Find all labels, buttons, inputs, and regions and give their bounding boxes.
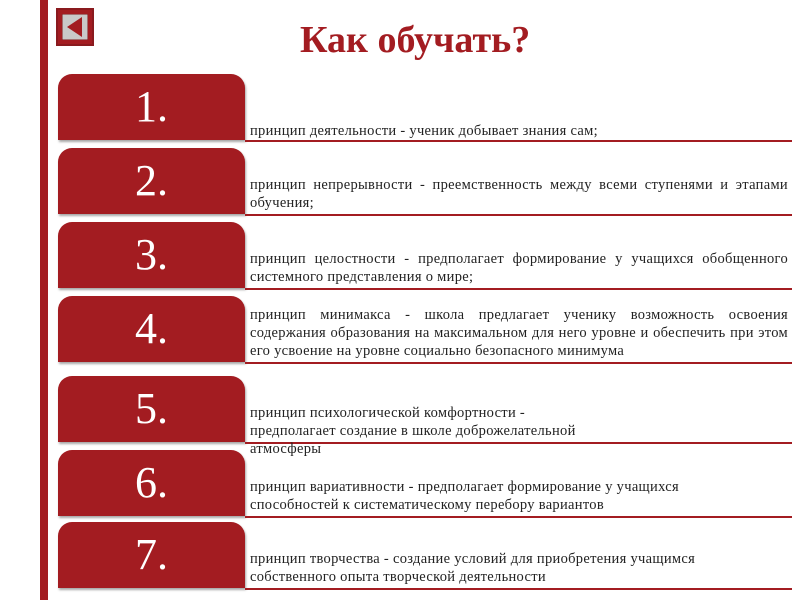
item-number: 7. — [135, 530, 168, 579]
list-item — [58, 296, 792, 362]
divider-line — [245, 362, 792, 364]
left-accent-bar — [40, 0, 48, 600]
back-button[interactable] — [56, 8, 94, 46]
item-number: 3. — [135, 230, 168, 279]
divider-line — [245, 516, 792, 518]
list-item — [58, 450, 792, 516]
list-item — [58, 376, 792, 457]
list-item — [58, 222, 792, 288]
item-text: принцип вариативности - предполагает формирование у учащихся способностей к систематическому перебору вариантов — [250, 479, 679, 513]
item-text: принцип минимакса - школа предлагает ученику возможность освоения содержания образования на максимальном для него уровне и обеспечить при этом его усвоение на уровне социально безопасного минимума — [250, 307, 788, 359]
item-number: 5. — [135, 384, 168, 433]
divider-line — [245, 140, 792, 142]
item-number: 6. — [135, 458, 168, 507]
item-text: принцип целостности - предполагает формирование у учащихся обобщенного системного представления о мире; — [250, 251, 788, 285]
divider-line — [245, 214, 792, 216]
list-item — [58, 522, 792, 588]
page-title: Как обучать? — [300, 19, 531, 61]
item-number: 4. — [135, 304, 168, 353]
back-arrow-icon — [62, 14, 88, 40]
list-item — [58, 74, 792, 140]
divider-line — [245, 588, 792, 590]
item-text: принцип творчества - создание условий для приобретения учащимся собственного опыта творческой деятельности — [250, 551, 696, 585]
item-number: 1. — [135, 82, 168, 131]
item-text: принцип деятельности - ученик добывает знания сам; — [250, 123, 598, 139]
list-item — [58, 148, 792, 214]
divider-line — [245, 288, 792, 290]
item-text: принцип психологической комфортности - предполагает создание в школе доброжелательной атмосферы — [250, 405, 576, 457]
item-text: принцип непрерывности - преемственность между всеми ступенями и этапами обучения; — [250, 177, 788, 211]
item-number: 2. — [135, 156, 168, 205]
